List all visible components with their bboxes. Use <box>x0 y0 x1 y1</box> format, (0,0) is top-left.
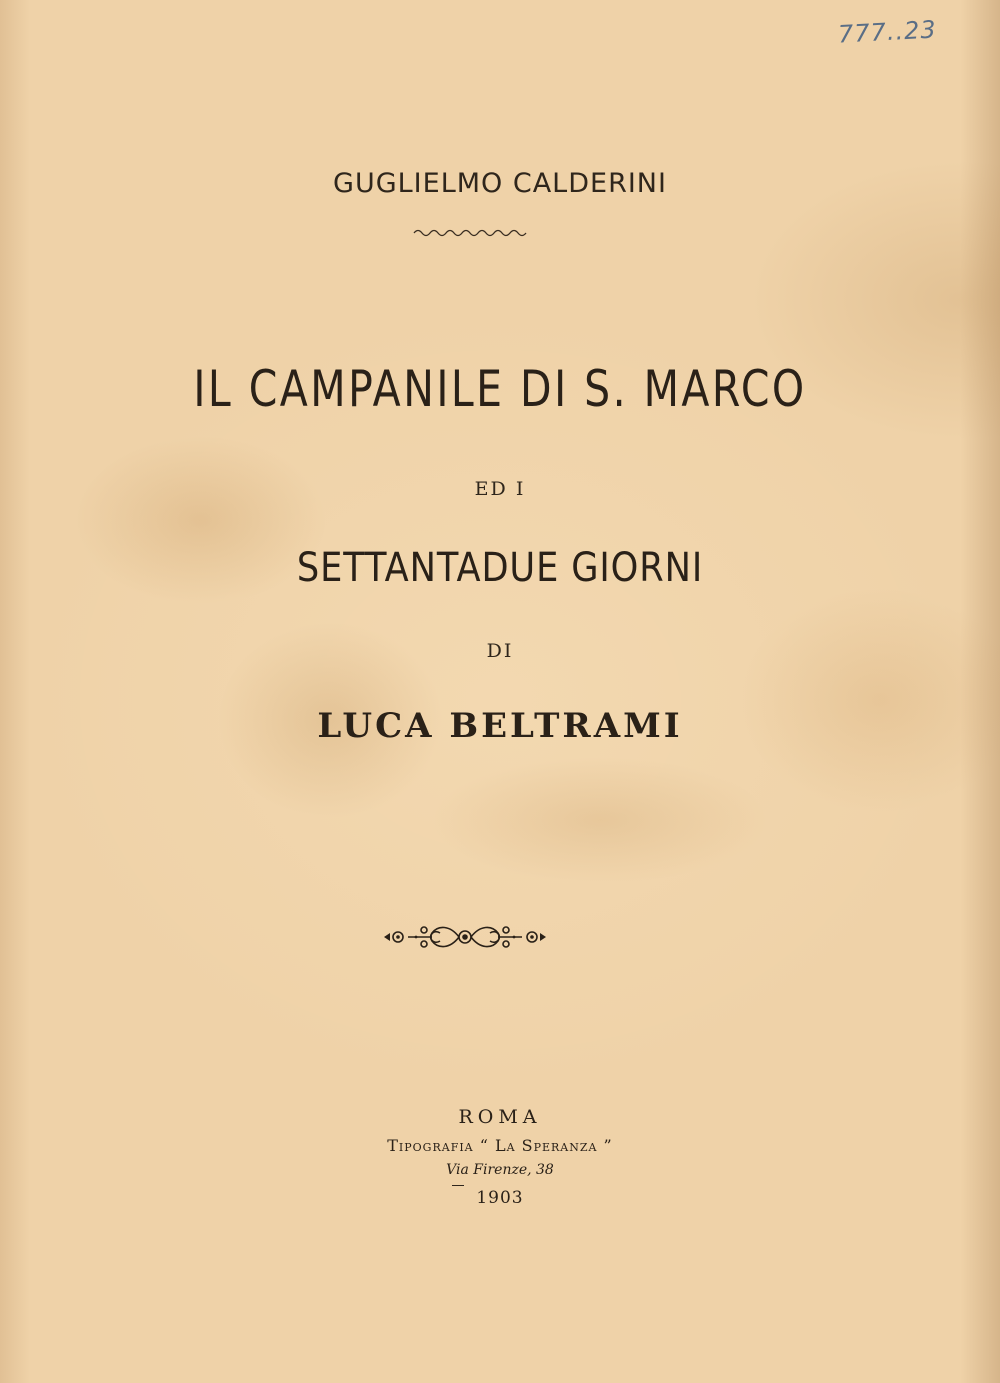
imprint-dash <box>452 1185 464 1186</box>
wavy-rule-divider <box>412 226 528 240</box>
author-name: GUGLIELMO CALDERINI <box>333 168 667 199</box>
handwritten-shelfmark: 777..23 <box>837 15 938 49</box>
imprint-printer: Tipografia “ La Speranza ” <box>387 1136 613 1155</box>
imprint-year: 1903 <box>476 1188 524 1208</box>
imprint-city: ROMA <box>458 1106 542 1128</box>
decorative-flourish-icon <box>380 915 550 959</box>
title-line-1: IL CAMPANILE DI S. MARCO <box>193 360 807 418</box>
title-line-2: SETTANTADUE GIORNI <box>296 545 704 591</box>
subject-name: LUCA BELTRAMI <box>317 706 683 746</box>
imprint-address: Via Firenze, 38 <box>446 1162 554 1178</box>
connector-ed-i: ED I <box>474 478 526 500</box>
connector-di: DI <box>486 640 514 662</box>
